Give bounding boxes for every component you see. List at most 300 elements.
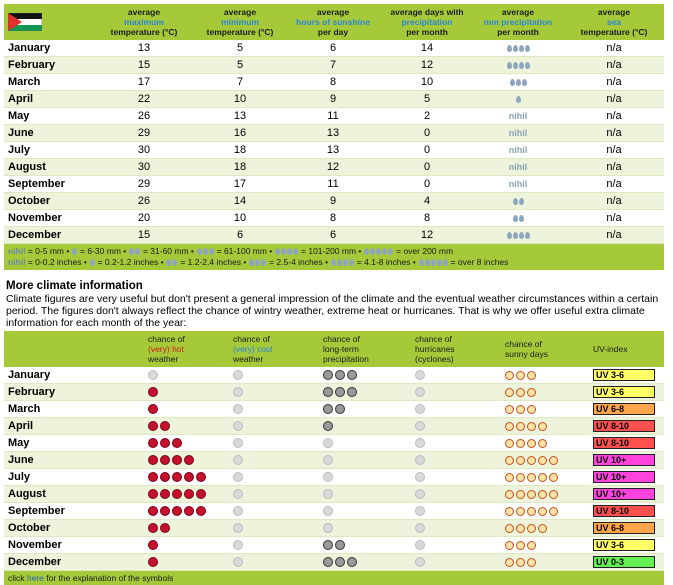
hot-dot-icon (184, 455, 194, 465)
hurricane-cell (411, 367, 501, 384)
raindrop-icon (135, 248, 140, 255)
sunshine-cell: 6 (284, 227, 382, 244)
raindrop-icon (419, 259, 424, 266)
raindrop-icon (516, 79, 521, 86)
hurricane-cell (411, 384, 501, 401)
sun-dot-icon (516, 422, 525, 431)
precip-cell (319, 520, 411, 537)
precip-days-cell: 2 (382, 108, 472, 125)
header-uv (589, 331, 664, 367)
sun-dot-icon (505, 507, 514, 516)
max-temp-cell: 15 (92, 227, 196, 244)
empty-dot-icon (323, 472, 333, 482)
month-label: April (4, 418, 144, 435)
climate-row (4, 74, 664, 91)
hurricane-cell (411, 520, 501, 537)
sea-temp-cell: n/a (564, 40, 664, 57)
sunny-cell (501, 469, 589, 486)
month-label: September (4, 503, 144, 520)
sun-dot-icon (527, 422, 536, 431)
sunshine-cell: 13 (284, 125, 382, 142)
climate-row (4, 176, 664, 193)
sun-dot-icon (527, 371, 536, 380)
hurricane-cell (411, 486, 501, 503)
raindrop-icon (249, 259, 254, 266)
uv-badge: UV 10+ (593, 488, 655, 500)
sun-dot-icon (516, 473, 525, 482)
hot-cell (144, 537, 229, 554)
sunshine-cell: 7 (284, 57, 382, 74)
precip-mm-cell (472, 40, 564, 57)
raindrop-icon (513, 62, 518, 69)
sun-dot-icon (505, 473, 514, 482)
empty-dot-icon (233, 523, 243, 533)
empty-dot-icon (233, 540, 243, 550)
sunny-cell (501, 503, 589, 520)
hot-dot-icon (148, 523, 158, 533)
max-temp-cell: 15 (92, 57, 196, 74)
sea-temp-cell: n/a (564, 227, 664, 244)
uv-badge: UV 10+ (593, 471, 655, 483)
max-temp-cell: 29 (92, 176, 196, 193)
header-sea-temp (564, 4, 664, 40)
header-line-mid: hurricanes (415, 344, 455, 354)
header-line-top: chance of (505, 339, 542, 349)
hot-cell (144, 401, 229, 418)
precip-days-cell: 0 (382, 125, 472, 142)
empty-dot-icon (323, 438, 333, 448)
nihil-label: nihil (8, 246, 26, 256)
precip-dot-icon (323, 421, 333, 431)
raindrop-icon (507, 232, 512, 239)
nihil-label: nihil (508, 162, 528, 172)
precip-days-cell: 5 (382, 91, 472, 108)
sun-dot-icon (505, 388, 514, 397)
hot-cell (144, 469, 229, 486)
sun-dot-icon (505, 439, 514, 448)
hot-cell (144, 554, 229, 571)
climate-row (4, 57, 664, 74)
climate-row (4, 193, 664, 210)
legend-text: = 101-200 mm • (298, 246, 364, 256)
raindrop-icon (343, 259, 348, 266)
header-line-mid: hours of sunshine (296, 16, 370, 27)
weather-row (4, 452, 664, 469)
precip-dot-icon (335, 370, 345, 380)
precip-cell (319, 435, 411, 452)
month-label: January (4, 40, 92, 57)
hurricane-cell (411, 469, 501, 486)
header-sunshine (284, 4, 382, 40)
sun-dot-icon (516, 490, 525, 499)
footer-post: for the explanation of the symbols (43, 573, 174, 583)
sun-dot-icon (505, 524, 514, 533)
climate-row (4, 40, 664, 57)
precip-mm-cell (472, 142, 564, 159)
sunshine-cell: 6 (284, 40, 382, 57)
nihil-label: nihil (508, 145, 528, 155)
header-line-bottom: temperature (°C) (206, 26, 274, 37)
empty-dot-icon (415, 506, 425, 516)
min-temp-cell: 5 (196, 57, 284, 74)
raindrop-icon (525, 232, 530, 239)
sun-dot-icon (527, 558, 536, 567)
min-temp-cell: 17 (196, 176, 284, 193)
nihil-label: nihil (508, 128, 528, 138)
hot-dot-icon (184, 506, 194, 516)
raindrop-icon (507, 45, 512, 52)
empty-dot-icon (233, 506, 243, 516)
header-line-bottom: temperature (°C) (110, 26, 178, 37)
month-label: August (4, 159, 92, 176)
raindrop-icon (519, 215, 524, 222)
raindrop-icon (510, 79, 515, 86)
legend-text: = 0-0.2 inches • (25, 257, 90, 267)
header-precip-days (382, 4, 472, 40)
cool-cell (229, 452, 319, 469)
month-label: November (4, 537, 144, 554)
header-hurricanes (411, 331, 501, 367)
empty-dot-icon (233, 387, 243, 397)
max-temp-cell: 22 (92, 91, 196, 108)
precip-cell (319, 503, 411, 520)
weather-row (4, 503, 664, 520)
precip-dot-icon (323, 557, 333, 567)
header-line-mid: precipitation (401, 16, 453, 27)
month-label: November (4, 210, 92, 227)
footer-pre: click (8, 573, 27, 583)
sun-dot-icon (505, 558, 514, 567)
legend-text: = 0.2-1.2 inches • (95, 257, 166, 267)
sun-dot-icon (527, 405, 536, 414)
precip-cell (319, 401, 411, 418)
symbols-help-link[interactable]: here (26, 573, 44, 583)
precip-days-cell: 0 (382, 176, 472, 193)
uv-cell (589, 486, 664, 503)
precip-mm-cell (472, 176, 564, 193)
raindrop-icon (255, 259, 260, 266)
sea-temp-cell: n/a (564, 193, 664, 210)
hot-cell (144, 418, 229, 435)
raindrop-icon (370, 248, 375, 255)
raindrop-icon (287, 248, 292, 255)
empty-dot-icon (148, 370, 158, 380)
uv-badge: UV 0-3 (593, 556, 655, 568)
header-month-blank (4, 331, 144, 367)
raindrop-icon (172, 259, 177, 266)
hot-dot-icon (172, 489, 182, 499)
climate-row (4, 91, 664, 108)
sunny-cell (501, 435, 589, 452)
flag-cell (4, 4, 92, 40)
raindrop-icon (513, 45, 518, 52)
month-label: August (4, 486, 144, 503)
legend-text: = 0-5 mm • (25, 246, 72, 256)
hot-cell (144, 367, 229, 384)
sunshine-cell: 11 (284, 176, 382, 193)
precip-dot-icon (335, 540, 345, 550)
uv-cell (589, 401, 664, 418)
max-temp-cell: 29 (92, 125, 196, 142)
raindrop-icon (382, 248, 387, 255)
legend-text: = over 8 inches (448, 257, 509, 267)
legend-text: = 61-100 mm • (214, 246, 275, 256)
uv-badge: UV 3-6 (593, 539, 655, 551)
raindrop-icon (513, 215, 518, 222)
sea-temp-cell: n/a (564, 159, 664, 176)
uv-badge: UV 10+ (593, 454, 655, 466)
hurricane-cell (411, 418, 501, 435)
min-temp-cell: 14 (196, 193, 284, 210)
palestine-flag-icon (8, 13, 42, 31)
hot-dot-icon (160, 421, 170, 431)
precip-cell (319, 554, 411, 571)
sea-temp-cell: n/a (564, 125, 664, 142)
min-temp-cell: 7 (196, 74, 284, 91)
legend-text: = 6-30 mm • (77, 246, 129, 256)
raindrop-icon (522, 79, 527, 86)
sun-dot-icon (538, 456, 547, 465)
month-label: June (4, 125, 92, 142)
hot-dot-icon (148, 404, 158, 414)
uv-cell (589, 503, 664, 520)
sea-temp-cell: n/a (564, 74, 664, 91)
header-line-top: average (223, 6, 257, 17)
weather-row (4, 554, 664, 571)
sea-temp-cell: n/a (564, 210, 664, 227)
sun-dot-icon (505, 541, 514, 550)
sunny-cell (501, 418, 589, 435)
raindrop-icon (337, 259, 342, 266)
uv-cell (589, 384, 664, 401)
header-line-mid: UV-index (593, 344, 628, 354)
empty-dot-icon (233, 370, 243, 380)
min-temp-cell: 18 (196, 142, 284, 159)
climate-header-row (4, 4, 664, 40)
header-line-mid: (very) cool (233, 344, 273, 354)
precip-mm-cell (472, 74, 564, 91)
header-hot (144, 331, 229, 367)
sun-dot-icon (538, 490, 547, 499)
sun-dot-icon (505, 405, 514, 414)
sun-dot-icon (527, 507, 536, 516)
climate-table (4, 4, 664, 244)
page (4, 4, 664, 585)
empty-dot-icon (415, 489, 425, 499)
empty-dot-icon (415, 472, 425, 482)
header-line-top: chance of (323, 334, 360, 344)
sun-dot-icon (538, 422, 547, 431)
precip-dot-icon (347, 387, 357, 397)
max-temp-cell: 17 (92, 74, 196, 91)
raindrop-icon (388, 248, 393, 255)
uv-badge: UV 6-8 (593, 522, 655, 534)
max-temp-cell: 26 (92, 108, 196, 125)
uv-cell (589, 435, 664, 452)
sun-dot-icon (516, 371, 525, 380)
header-line-top: chance of (148, 334, 185, 344)
cool-cell (229, 537, 319, 554)
header-line-mid: minimum (221, 16, 259, 27)
hurricane-cell (411, 503, 501, 520)
hurricane-cell (411, 452, 501, 469)
header-line-bottom: weather (148, 354, 179, 364)
precip-mm-cell (472, 210, 564, 227)
header-max-temp (92, 4, 196, 40)
month-label: April (4, 91, 92, 108)
sunny-cell (501, 554, 589, 571)
sun-dot-icon (538, 439, 547, 448)
cool-cell (229, 520, 319, 537)
climate-row (4, 159, 664, 176)
month-label: December (4, 227, 92, 244)
sunshine-cell: 12 (284, 159, 382, 176)
raindrop-icon (293, 248, 298, 255)
sunshine-cell: 8 (284, 210, 382, 227)
month-label: October (4, 193, 92, 210)
empty-dot-icon (415, 557, 425, 567)
precip-dot-icon (335, 387, 345, 397)
header-min-temp (196, 4, 284, 40)
cool-cell (229, 503, 319, 520)
header-sunny (501, 331, 589, 367)
raindrop-icon (519, 232, 524, 239)
precip-cell (319, 384, 411, 401)
empty-dot-icon (233, 455, 243, 465)
hot-dot-icon (160, 506, 170, 516)
hot-dot-icon (196, 506, 206, 516)
precip-dot-icon (347, 370, 357, 380)
max-temp-cell: 20 (92, 210, 196, 227)
raindrop-icon (437, 259, 442, 266)
precip-days-cell: 4 (382, 193, 472, 210)
raindrop-icon (519, 45, 524, 52)
uv-cell (589, 418, 664, 435)
sun-dot-icon (505, 490, 514, 499)
sunny-cell (501, 452, 589, 469)
raindrop-icon (261, 259, 266, 266)
sunshine-cell: 13 (284, 142, 382, 159)
hurricane-cell (411, 435, 501, 452)
precip-mm-cell (472, 159, 564, 176)
raindrop-icon (275, 248, 280, 255)
precip-mm-cell (472, 125, 564, 142)
header-line-top: average (316, 6, 350, 17)
raindrop-icon (331, 259, 336, 266)
sun-dot-icon (549, 507, 558, 516)
precip-dot-icon (347, 557, 357, 567)
precip-cell (319, 367, 411, 384)
sunshine-cell: 9 (284, 193, 382, 210)
legend-text: = 2.5-4 inches • (266, 257, 331, 267)
header-line-mid: maximum (124, 16, 164, 27)
legend-text: = 4.1-8 inches • (354, 257, 419, 267)
weather-row (4, 384, 664, 401)
empty-dot-icon (415, 540, 425, 550)
month-label: February (4, 384, 144, 401)
raindrop-icon (197, 248, 202, 255)
empty-dot-icon (323, 506, 333, 516)
uv-badge: UV 8-10 (593, 420, 655, 432)
sunshine-cell: 9 (284, 91, 382, 108)
empty-dot-icon (233, 438, 243, 448)
raindrop-icon (519, 62, 524, 69)
empty-dot-icon (323, 489, 333, 499)
raindrop-icon (281, 248, 286, 255)
climate-table-body (4, 40, 664, 244)
month-label: July (4, 469, 144, 486)
sea-temp-cell: n/a (564, 176, 664, 193)
sea-temp-cell: n/a (564, 108, 664, 125)
climate-row (4, 210, 664, 227)
month-label: June (4, 452, 144, 469)
sun-dot-icon (527, 541, 536, 550)
uv-badge: UV 8-10 (593, 437, 655, 449)
raindrop-icon (129, 248, 134, 255)
hot-dot-icon (148, 387, 158, 397)
empty-dot-icon (233, 404, 243, 414)
header-line-top: chance of (233, 334, 270, 344)
month-label: October (4, 520, 144, 537)
weather-row (4, 486, 664, 503)
sun-dot-icon (538, 524, 547, 533)
empty-dot-icon (415, 387, 425, 397)
min-temp-cell: 13 (196, 108, 284, 125)
empty-dot-icon (233, 421, 243, 431)
raindrop-icon (364, 248, 369, 255)
nihil-label: nihil (508, 179, 528, 189)
sunny-cell (501, 520, 589, 537)
empty-dot-icon (415, 438, 425, 448)
precip-cell (319, 537, 411, 554)
header-line-top: average days with (390, 6, 464, 17)
sun-dot-icon (516, 541, 525, 550)
header-line-bottom: precipitation (323, 354, 369, 364)
weather-table (4, 331, 664, 571)
precip-days-cell: 12 (382, 227, 472, 244)
sun-dot-icon (505, 456, 514, 465)
weather-row (4, 520, 664, 537)
month-label: March (4, 401, 144, 418)
precip-days-cell: 12 (382, 57, 472, 74)
raindrop-icon (507, 62, 512, 69)
hot-dot-icon (172, 472, 182, 482)
hot-cell (144, 384, 229, 401)
sun-dot-icon (527, 388, 536, 397)
raindrop-icon (513, 198, 518, 205)
raindrop-icon (513, 232, 518, 239)
hot-dot-icon (160, 472, 170, 482)
hot-dot-icon (172, 506, 182, 516)
empty-dot-icon (415, 421, 425, 431)
more-info-heading: More climate information (6, 280, 143, 292)
cool-cell (229, 486, 319, 503)
hot-dot-icon (160, 438, 170, 448)
climate-row (4, 227, 664, 244)
precip-dot-icon (323, 387, 333, 397)
header-line-bottom: per month (497, 26, 539, 37)
precip-days-cell: 0 (382, 142, 472, 159)
raindrop-icon (203, 248, 208, 255)
precip-dot-icon (323, 370, 333, 380)
legend-mm (8, 246, 660, 257)
header-line-bottom: (cyclones) (415, 354, 454, 364)
cool-cell (229, 367, 319, 384)
precip-cell (319, 452, 411, 469)
raindrop-icon (90, 259, 95, 266)
precip-mm-cell (472, 108, 564, 125)
sea-temp-cell: n/a (564, 91, 664, 108)
